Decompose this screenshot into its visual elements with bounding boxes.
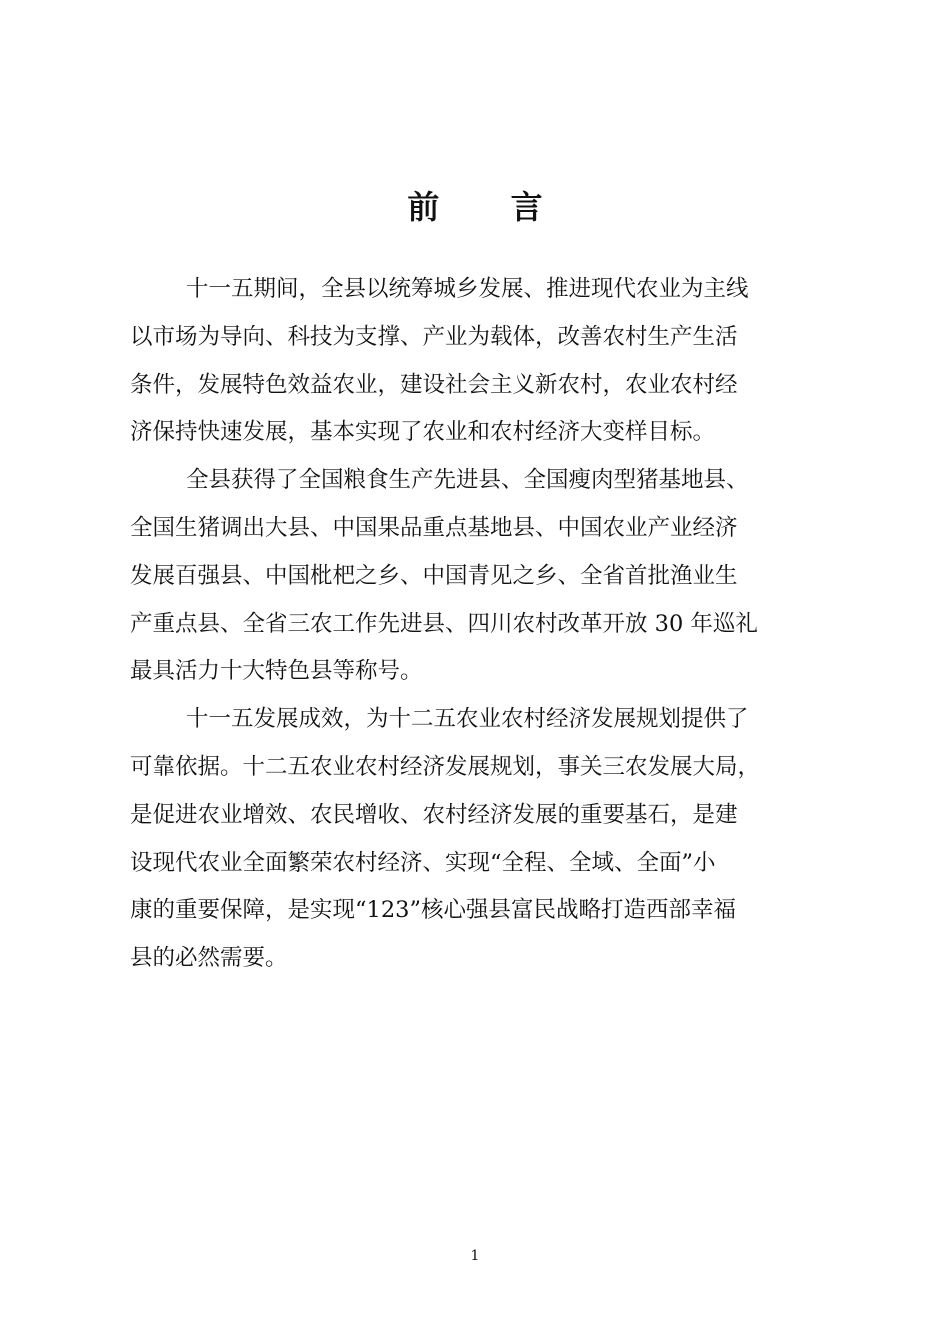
paragraph-line: 可靠依据。十二五农业农村经济发展规划，事关三农发展大局， bbox=[130, 753, 761, 780]
paragraph-line: 济保持快速发展，基本实现了农业和农村经济大变样目标。 bbox=[130, 419, 716, 446]
paragraph-3 bbox=[130, 696, 835, 983]
body-text bbox=[130, 266, 835, 983]
paragraph-line: 设现代农业全面繁荣农村经济、实现“全程、全域、全面”小 bbox=[130, 849, 716, 876]
paragraph-line: 康的重要保障，是实现“123”核心强县富民战略打造西部幸福 bbox=[130, 897, 736, 924]
paragraph-line: 最具活力十大特色县等称号。 bbox=[130, 658, 423, 685]
paragraph-line: 发展百强县、中国枇杷之乡、中国青见之乡、全省首批渔业生 bbox=[130, 562, 738, 589]
paragraph-line: 以市场为导向、科技为支撑、产业为载体，改善农村生产生活 bbox=[130, 323, 738, 350]
paragraph-line: 全国生猪调出大县、中国果品重点基地县、中国农业产业经济 bbox=[130, 514, 738, 541]
paragraph-2 bbox=[130, 457, 835, 696]
paragraph-line: 县的必然需要。 bbox=[130, 945, 288, 972]
paragraph-line: 产重点县、全省三农工作先进县、四川农村改革开放 30 年巡礼 bbox=[130, 610, 758, 637]
paragraph-1 bbox=[130, 266, 835, 457]
page-number: 1 bbox=[470, 1248, 480, 1264]
paragraph-line: 全县获得了全国粮食生产先进县、全国瘦肉型猪基地县、 bbox=[186, 467, 749, 494]
paragraph-line: 十一五发展成效，为十二五农业农村经济发展规划提供了 bbox=[186, 706, 749, 733]
paragraph-line: 是促进农业增效、农民增收、农村经济发展的重要基石，是建 bbox=[130, 801, 738, 828]
page-title: 前 言 bbox=[407, 188, 573, 226]
paragraph-line: 条件，发展特色效益农业，建设社会主义新农村，农业农村经 bbox=[130, 371, 738, 398]
paragraph-line: 十一五期间，全县以统筹城乡发展、推进现代农业为主线 bbox=[186, 276, 749, 302]
